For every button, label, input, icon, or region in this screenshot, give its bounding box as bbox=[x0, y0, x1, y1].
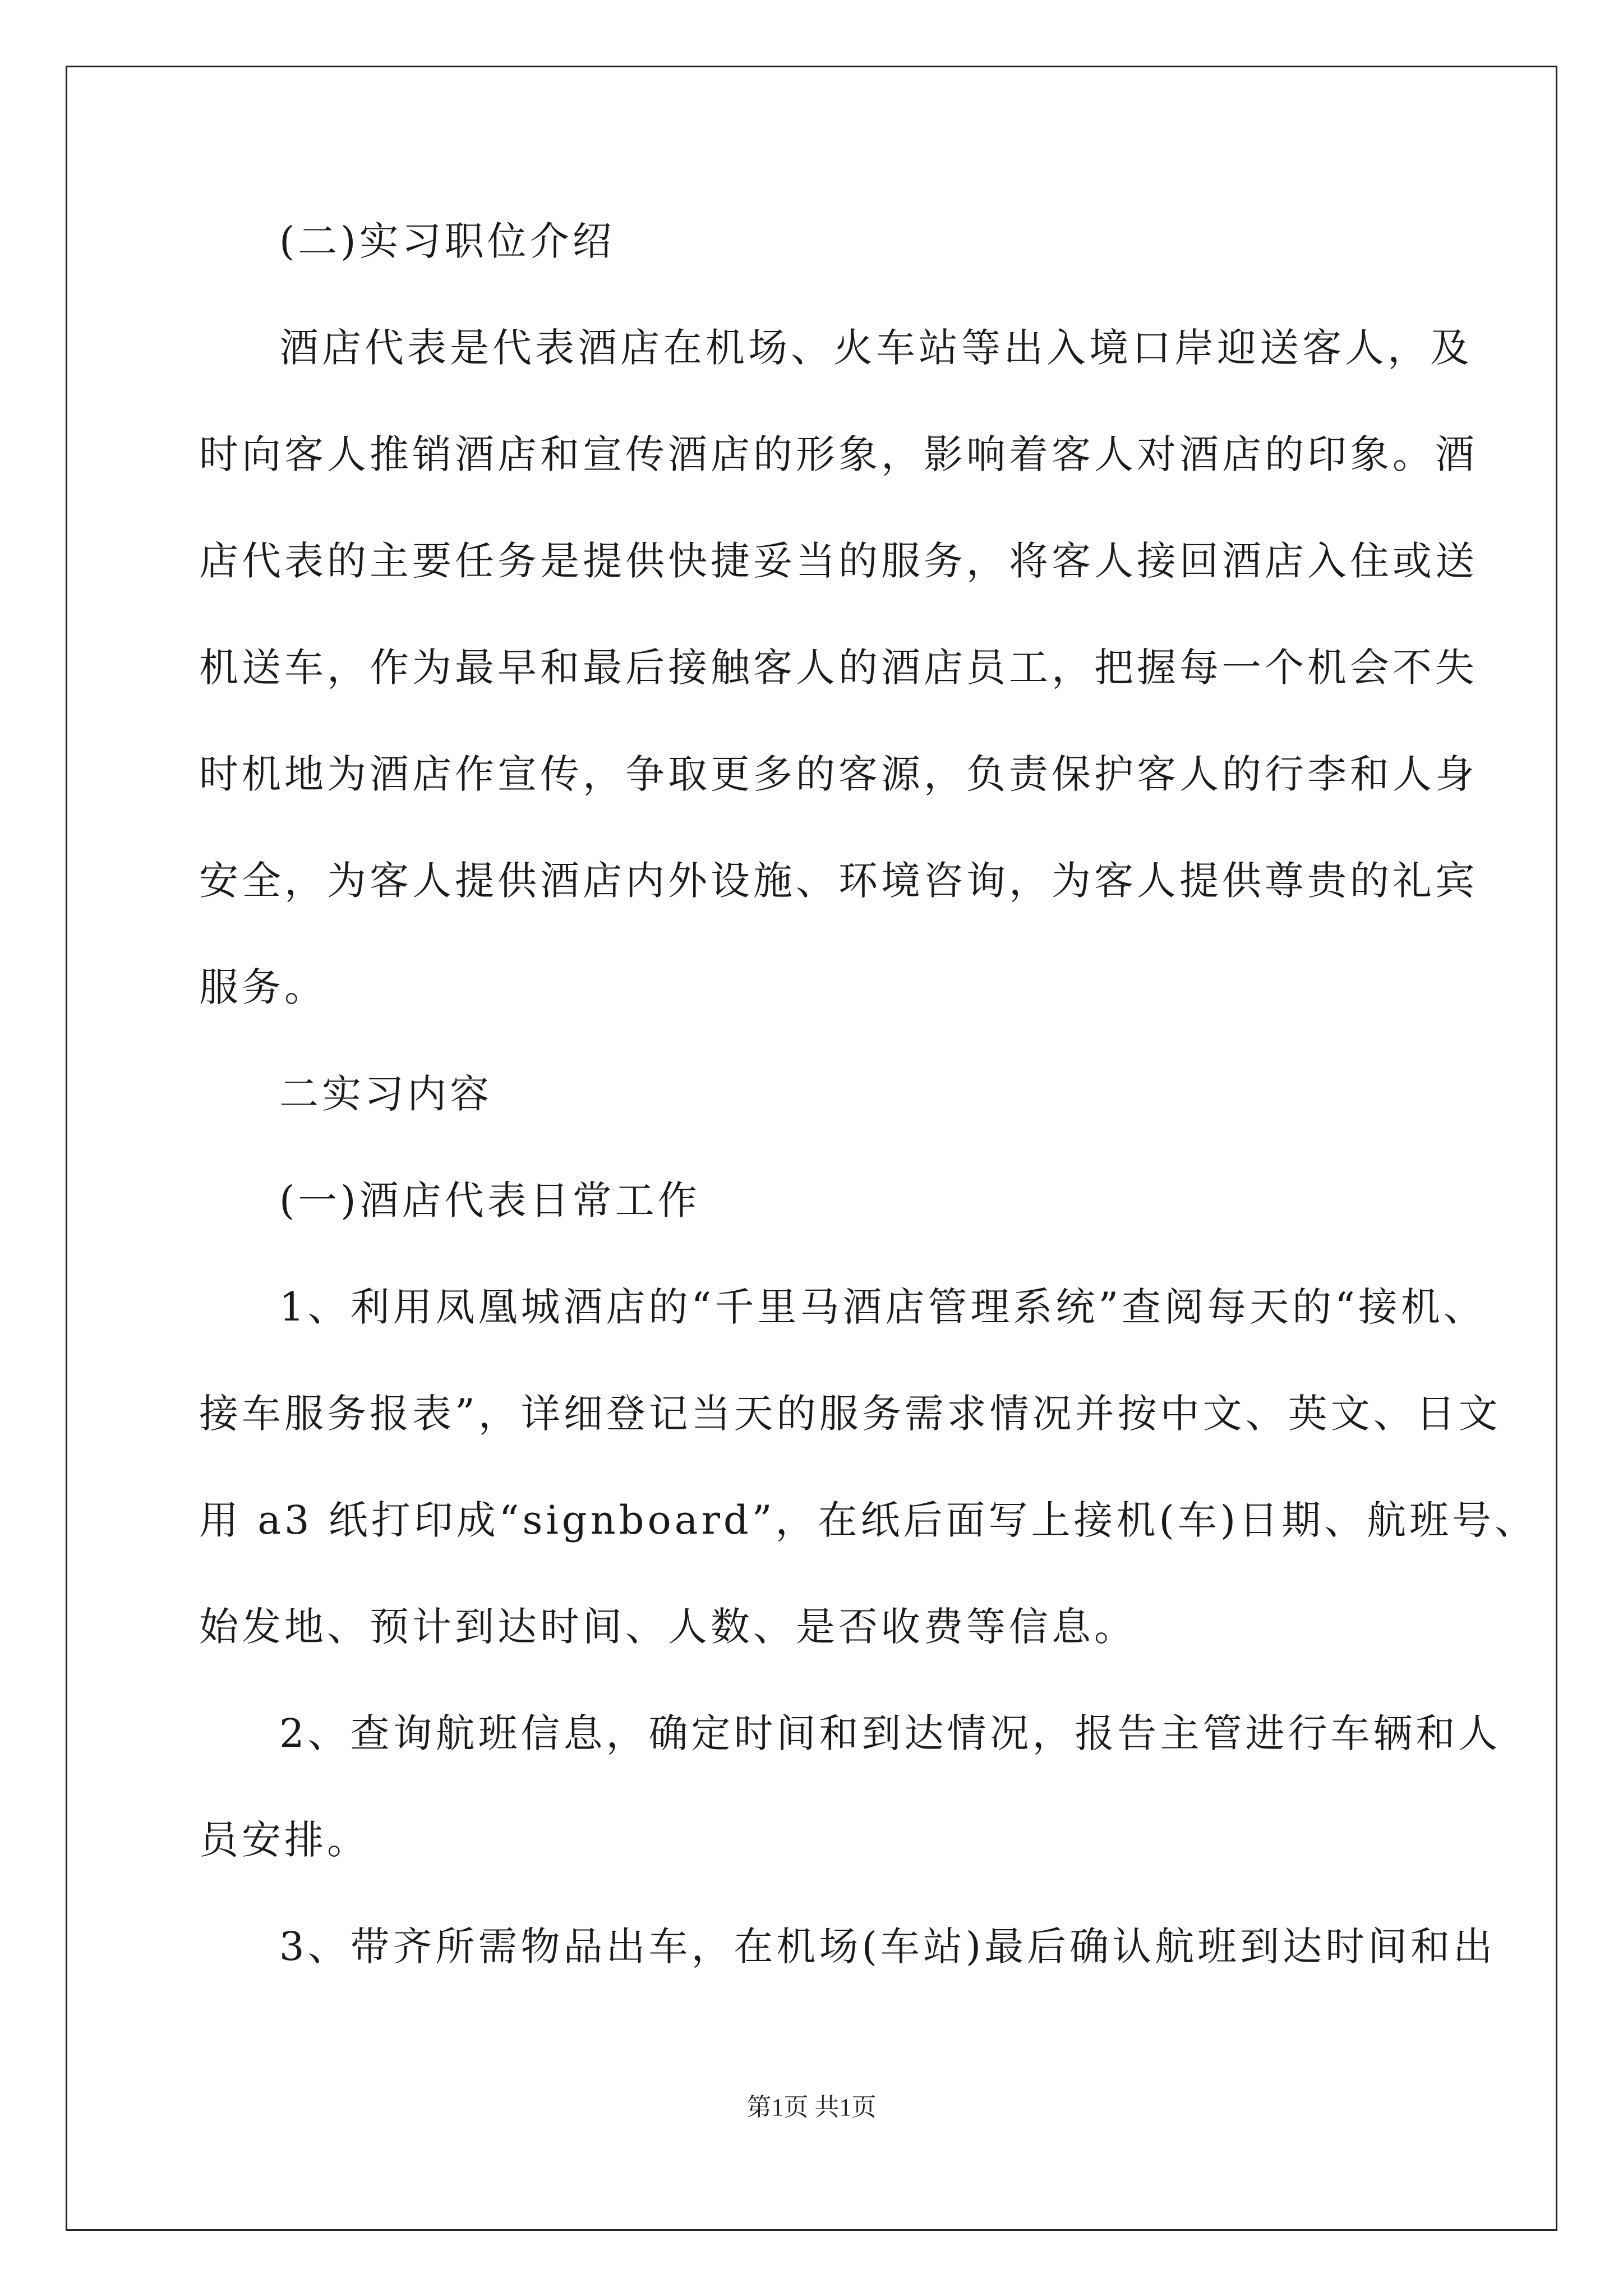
paragraph-line: 1、利用凤凰城酒店的“千里马酒店管理系统”查阅每天的“接机、 bbox=[279, 1284, 1486, 1330]
paragraph-line: 接车服务报表”，详细登记当天的服务需求情况并按中文、英文、日文 bbox=[199, 1391, 1501, 1437]
paragraph-line: 始发地、预计到达时间、人数、是否收费等信息。 bbox=[199, 1604, 1137, 1650]
section-heading: (一)酒店代表日常工作 bbox=[279, 1177, 700, 1223]
paragraph-line: 时机地为酒店作宣传，争取更多的客源，负责保护客人的行李和人身 bbox=[199, 751, 1478, 797]
page-frame bbox=[66, 66, 1557, 2231]
section-heading: (二)实习职位介绍 bbox=[279, 218, 615, 264]
section-heading: 二实习内容 bbox=[279, 1071, 492, 1117]
paragraph-line: 员安排。 bbox=[199, 1817, 370, 1863]
paragraph-line: 3、带齐所需物品出车，在机场(车站)最后确认航班到达时间和出 bbox=[279, 1924, 1496, 1970]
paragraph-line: 服务。 bbox=[199, 964, 327, 1010]
paragraph-line: 酒店代表是代表酒店在机场、火车站等出入境口岸迎送客人，及 bbox=[279, 325, 1473, 371]
page-footer: 第1页 共1页 bbox=[746, 2093, 877, 2121]
paragraph-line: 安全，为客人提供酒店内外设施、环境咨询，为客人提供尊贵的礼宾 bbox=[199, 858, 1478, 904]
paragraph-line: 时向客人推销酒店和宣传酒店的形象，影响着客人对酒店的印象。酒 bbox=[199, 431, 1478, 477]
paragraph-line: 用 a3 纸打印成“signboard”，在纸后面写上接机(车)日期、航班号、 bbox=[199, 1497, 1538, 1543]
paragraph-line: 2、查询航班信息，确定时间和到达情况，报告主管进行车辆和人 bbox=[279, 1710, 1501, 1756]
paragraph-line: 店代表的主要任务是提供快捷妥当的服务，将客人接回酒店入住或送 bbox=[199, 538, 1478, 584]
paragraph-line: 机送车，作为最早和最后接触客人的酒店员工，把握每一个机会不失 bbox=[199, 645, 1478, 691]
